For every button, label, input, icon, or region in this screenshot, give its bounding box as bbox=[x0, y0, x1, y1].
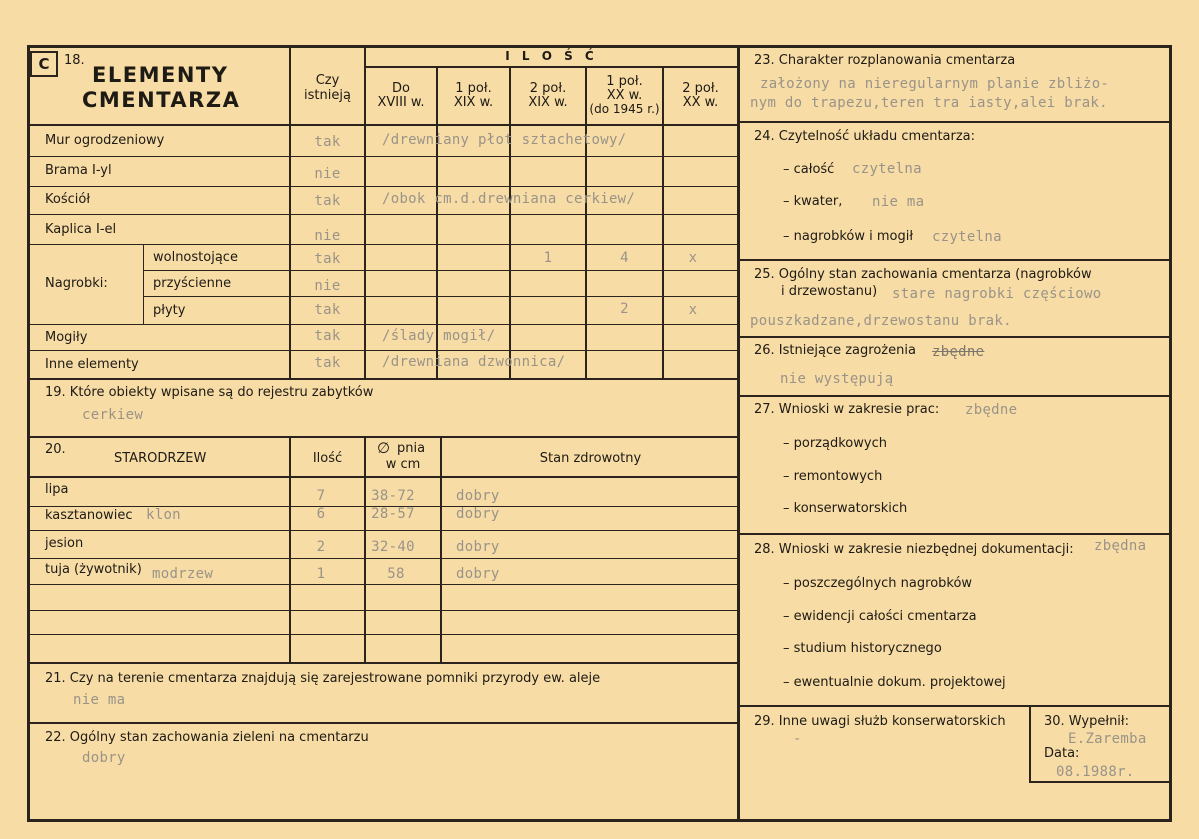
s20-title: STARODRZEW bbox=[114, 451, 207, 466]
s19-label: 19. Które obiekty wpisane są do rejestru zabytków bbox=[45, 385, 374, 400]
s22-label: 22. Ogólny stan zachowania zieleni na cmentarzu bbox=[45, 730, 369, 745]
s23-value-1: założony na nieregularnym planie zbliżo- bbox=[760, 76, 1110, 92]
s20-col-health: Stan zdrowotny bbox=[539, 451, 642, 466]
row-line bbox=[27, 214, 739, 215]
s18-header-bottom bbox=[27, 124, 739, 126]
s25-value-2: pouszkadzane,drzewostanu brak. bbox=[750, 313, 1012, 329]
s27-item: – konserwatorskich bbox=[783, 501, 908, 516]
row-line bbox=[27, 186, 739, 187]
row-label-kaplica: Kaplica I-el bbox=[45, 222, 117, 237]
s26-label: 26. Istniejące zagrożenia bbox=[754, 343, 916, 358]
row-line bbox=[143, 296, 739, 297]
row-note-inne: /drewniana dzwonnica/ bbox=[382, 354, 566, 370]
col-exists-header-1: Czy bbox=[315, 73, 340, 88]
tree-name: tuja (żywotnik) bbox=[45, 562, 142, 577]
row-exists-kaplica: nie bbox=[314, 228, 341, 244]
tree-diam: 32-40 bbox=[371, 539, 415, 555]
s19-bottom bbox=[27, 436, 739, 438]
s20-col-diam-1: pnia bbox=[397, 441, 426, 456]
s28-item: – poszczególnych nagrobków bbox=[783, 576, 973, 591]
period-5-l2: XX w. bbox=[682, 95, 719, 110]
s21-value: nie ma bbox=[73, 692, 126, 708]
s20-number: 20. bbox=[45, 442, 66, 457]
s25-bottom bbox=[737, 336, 1172, 338]
tree-name-typed: modrzew bbox=[152, 566, 214, 582]
s30-date-value: 08.1988r. bbox=[1056, 764, 1135, 780]
row-note-mur: /drewniany płot sztachetowy/ bbox=[382, 132, 627, 148]
s20-header-bottom bbox=[27, 476, 739, 478]
tree-diam: 28-57 bbox=[371, 506, 415, 522]
s23-value-2: nym do trapezu,teren tra iasty,alei brak. bbox=[750, 95, 1108, 111]
s20-diam-symbol: ∅ bbox=[377, 439, 391, 457]
tree-qty: 2 bbox=[316, 539, 326, 555]
s30-date-label: Data: bbox=[1044, 746, 1080, 761]
s27-item: – remontowych bbox=[783, 469, 883, 484]
period-2-l1: 1 poł. bbox=[455, 81, 492, 96]
col-exists-header-2: istnieją bbox=[304, 88, 351, 103]
s25-label-1: 25. Ogólny stan zachowania cmentarza (nagrobków bbox=[754, 267, 1092, 282]
tree-qty: 7 bbox=[316, 488, 326, 504]
row-exists-mogily: tak bbox=[314, 328, 341, 344]
nagrobki-wolnostojace-p4: 4 bbox=[620, 250, 629, 266]
s24-item-value: czytelna bbox=[852, 161, 922, 177]
s30-value: E.Zaremba bbox=[1068, 731, 1147, 747]
s20-col-diam-2: w cm bbox=[385, 457, 421, 472]
s28-item: – ewentualnie dokum. projektowej bbox=[783, 675, 1006, 690]
s22-value: dobry bbox=[82, 750, 126, 766]
outer-top bbox=[27, 45, 1172, 48]
s24-item-label: – kwater, bbox=[783, 194, 843, 209]
s28-value: zbędna bbox=[1094, 538, 1147, 554]
period-5-l1: 2 poł. bbox=[682, 81, 719, 96]
tree-qty: 1 bbox=[316, 566, 326, 582]
row-label-mogily: Mogiły bbox=[45, 330, 88, 345]
period-4-l3: (do 1945 r.) bbox=[589, 102, 660, 116]
tree-health: dobry bbox=[456, 488, 500, 504]
nagrobki-plyty-p5: x bbox=[688, 302, 698, 318]
period-4-l1: 1 poł. bbox=[606, 74, 643, 89]
s18-number: 18. bbox=[64, 53, 85, 68]
row-line bbox=[27, 244, 739, 245]
row-exists-inne: tak bbox=[314, 355, 341, 371]
tree-name: kasztanowiec bbox=[45, 508, 133, 523]
row-label-mur: Mur ogrodzeniowy bbox=[45, 133, 165, 148]
outer-bottom bbox=[27, 819, 1172, 822]
s28-item: – studium historycznego bbox=[783, 641, 942, 656]
s29-vline bbox=[1029, 705, 1031, 783]
s29-value: - bbox=[793, 731, 802, 747]
s19-value: cerkiew bbox=[82, 407, 144, 423]
tree-name: lipa bbox=[45, 482, 69, 497]
row-line bbox=[27, 350, 739, 351]
s24-item-value: czytelna bbox=[932, 229, 1002, 245]
row-line bbox=[143, 270, 739, 271]
s29-label: 29. Inne uwagi służb konserwatorskich bbox=[754, 714, 1006, 729]
row-line bbox=[27, 558, 739, 559]
s24-label: 24. Czytelność układu cmentarza: bbox=[754, 129, 976, 144]
nagrobki-wolnostojace-exists: tak bbox=[314, 251, 341, 267]
period-3-l2: XIX w. bbox=[528, 95, 568, 110]
s30-label: 30. Wypełnił: bbox=[1044, 714, 1129, 729]
s24-bottom bbox=[737, 259, 1172, 261]
nagrobki-wolnostojace: wolnostojące bbox=[153, 250, 238, 265]
period-2-l2: XIX w. bbox=[453, 95, 494, 110]
tree-diam: 58 bbox=[387, 566, 405, 582]
s26-struck-value: zbędne bbox=[932, 344, 985, 360]
s27-value: zbędne bbox=[965, 402, 1018, 418]
s28-item: – ewidencji całości cmentarza bbox=[783, 609, 977, 624]
row-line bbox=[27, 584, 739, 585]
period-1-l1: Do bbox=[392, 81, 410, 96]
s18-vline-p3 bbox=[509, 66, 511, 378]
s24-item-value: nie ma bbox=[872, 194, 925, 210]
tree-name: jesion bbox=[45, 536, 84, 551]
s20-bottom bbox=[27, 662, 739, 664]
s18-title-1: ELEMENTY bbox=[92, 63, 229, 87]
nagrobki-plyty: płyty bbox=[153, 303, 186, 318]
s26-bottom bbox=[737, 395, 1172, 397]
row-exists-mur: tak bbox=[314, 134, 341, 150]
row-line bbox=[27, 634, 739, 635]
row-line bbox=[27, 530, 739, 531]
s20-vline-health bbox=[440, 436, 442, 662]
nagrobki-plyty-p4: 2 bbox=[620, 301, 629, 317]
tree-health: dobry bbox=[456, 566, 500, 582]
section-c-badge: C bbox=[30, 51, 58, 77]
s24-item-label: – nagrobków i mogił bbox=[783, 229, 914, 244]
row-label-kosciol: Kościół bbox=[45, 192, 91, 207]
s21-label: 21. Czy na terenie cmentarza znajdują się zarejestrowane pomniki przyrody ew. aleje bbox=[45, 671, 601, 686]
s28-label: 28. Wnioski w zakresie niezbędnej dokumentacji: bbox=[754, 542, 1074, 557]
s30-bottom bbox=[1029, 781, 1172, 783]
s27-item: – porządkowych bbox=[783, 436, 887, 451]
nagrobki-przyscienne-exists: nie bbox=[314, 278, 341, 294]
row-exists-kosciol: tak bbox=[314, 193, 341, 209]
nagrobki-plyty-exists: tak bbox=[314, 302, 341, 318]
nagrobki-vline bbox=[143, 244, 144, 324]
row-line bbox=[27, 610, 739, 611]
s23-label: 23. Charakter rozplanowania cmentarza bbox=[754, 53, 1016, 68]
nagrobki-wolnostojace-p3: 1 bbox=[543, 250, 553, 266]
tree-health: dobry bbox=[456, 539, 500, 555]
s21-bottom bbox=[27, 722, 739, 724]
row-line bbox=[27, 324, 739, 325]
s28-bottom bbox=[737, 705, 1172, 707]
s18-title-2: CMENTARZA bbox=[82, 88, 241, 112]
nagrobki-label: Nagrobki: bbox=[45, 276, 108, 291]
s20-col-qty: Ilość bbox=[312, 451, 343, 466]
period-3-l1: 2 poł. bbox=[529, 81, 567, 96]
nagrobki-wolnostojace-p5: x bbox=[688, 250, 698, 266]
s18-ilosc-underline bbox=[366, 66, 737, 68]
outer-left bbox=[27, 45, 30, 822]
s24-item-label: – całość bbox=[783, 162, 835, 177]
ilosc-header: I L O Ś Ć bbox=[505, 49, 598, 63]
row-label-brama: Brama I-yl bbox=[45, 163, 112, 178]
tree-diam: 38-72 bbox=[371, 488, 415, 504]
s18-bottom bbox=[27, 378, 739, 380]
period-4-l2: XX w. bbox=[606, 88, 643, 103]
tree-health: dobry bbox=[456, 506, 500, 522]
row-line bbox=[27, 156, 739, 157]
period-1-l2: XVIII w. bbox=[377, 95, 425, 110]
s23-bottom bbox=[737, 121, 1172, 123]
row-label-inne: Inne elementy bbox=[45, 357, 139, 372]
row-note-mogily: /ślady mogił/ bbox=[382, 328, 496, 344]
row-exists-brama: nie bbox=[314, 166, 341, 182]
s26-value: nie występują bbox=[780, 371, 894, 387]
s18-vline-p5 bbox=[662, 66, 664, 378]
s27-bottom bbox=[737, 533, 1172, 535]
row-note-kosciol: /obok cm.d.drewniana cerkiew/ bbox=[382, 191, 636, 207]
tree-name-typed: klon bbox=[146, 507, 181, 523]
s25-value-1: stare nagrobki częściowo bbox=[892, 286, 1102, 302]
tree-qty: 6 bbox=[316, 506, 326, 522]
s27-label: 27. Wnioski w zakresie prac: bbox=[754, 402, 940, 417]
s25-label-2: i drzewostanu) bbox=[781, 284, 878, 299]
nagrobki-przyscienne: przyścienne bbox=[153, 276, 232, 291]
